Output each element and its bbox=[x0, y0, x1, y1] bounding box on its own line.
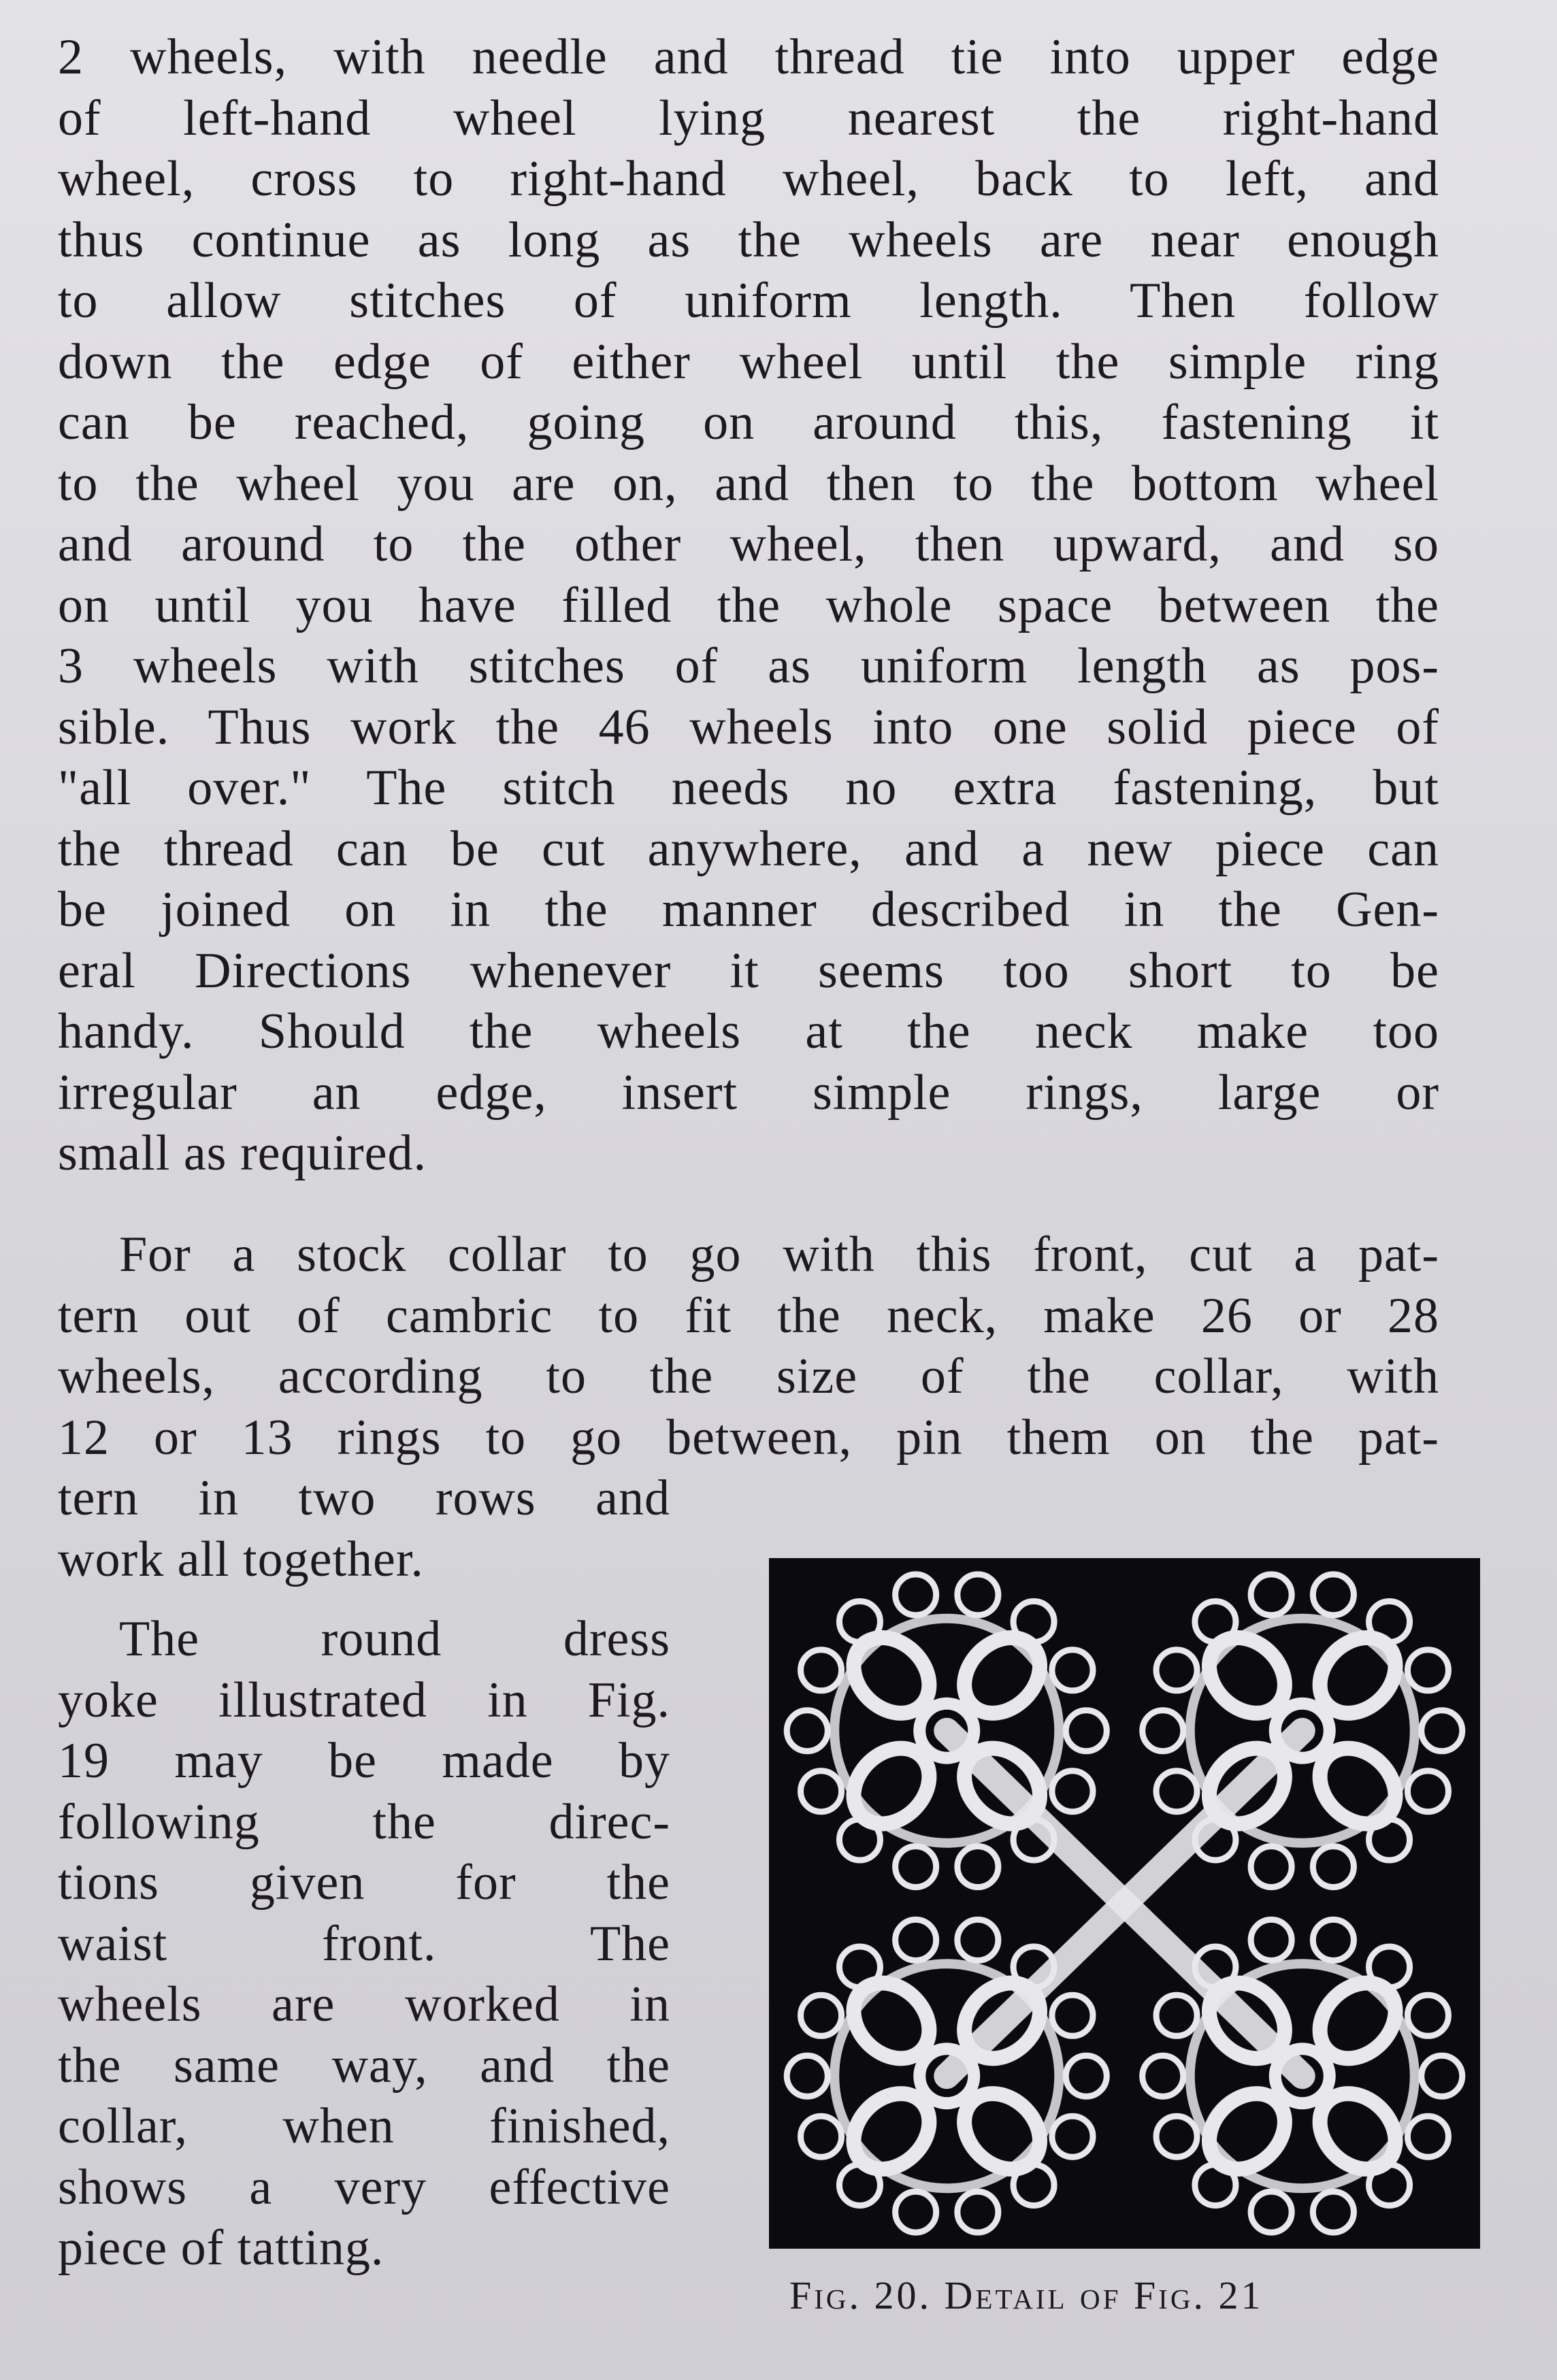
text-line: the same way, and the bbox=[58, 2037, 670, 2094]
text-line: For a stock collar to go with this front, cut a pat- bbox=[119, 1227, 1439, 1283]
lace-picot bbox=[1251, 1919, 1292, 1960]
lace-picot bbox=[1313, 2192, 1354, 2232]
lace-picot bbox=[1052, 2116, 1093, 2157]
lace-picot bbox=[1066, 2055, 1107, 2096]
text-line: yoke illustrated in Fig. bbox=[58, 1672, 670, 1728]
lace-picot bbox=[787, 1710, 827, 1751]
text-line: shows a very effective bbox=[58, 2159, 670, 2215]
lace-picot bbox=[1422, 1710, 1462, 1751]
lace-picot bbox=[1052, 1771, 1093, 1812]
lace-picot bbox=[1066, 1710, 1107, 1751]
text-line: down the edge of either wheel until the simple ring bbox=[58, 333, 1439, 390]
text-line: wheels are worked in bbox=[58, 1977, 670, 2032]
lace-picot bbox=[1251, 1847, 1292, 1887]
text-line: tern out of cambric to fit the neck, make 26 or 28 bbox=[58, 1287, 1439, 1344]
text-line: handy. Should the wheels at the neck make too bbox=[58, 1004, 1439, 1059]
lace-picot bbox=[1052, 1650, 1093, 1691]
figure-caption: Fig. 20. Detail of Fig. 21 bbox=[789, 2273, 1264, 2317]
lace-picot bbox=[1156, 1650, 1197, 1691]
lace-picot bbox=[1143, 2055, 1183, 2096]
paragraph-3 bbox=[58, 1609, 670, 2279]
lace-picot bbox=[1156, 1995, 1197, 2036]
text-line: following the direc- bbox=[58, 1794, 670, 1850]
lace-picot bbox=[1422, 2055, 1462, 2096]
text-line: thus continue as long as the wheels are near enough bbox=[58, 212, 1439, 268]
lace-picot bbox=[1407, 2116, 1448, 2157]
text-line: 3 wheels with stitches of as uniform length as pos- bbox=[58, 638, 1439, 694]
lace-picot bbox=[1407, 1650, 1448, 1691]
lace-picot bbox=[801, 2116, 842, 2157]
lace-picot bbox=[1313, 1919, 1354, 1960]
text-line: waist front. The bbox=[58, 1915, 670, 1972]
lace-picot bbox=[1407, 1995, 1448, 2036]
text-line: small as required. bbox=[58, 1125, 427, 1181]
text-line: wheel, cross to right-hand wheel, back to left, and bbox=[58, 151, 1439, 207]
text-line: 12 or 13 rings to go between, pin them on the pat- bbox=[58, 1409, 1439, 1466]
lace-picot bbox=[1251, 2192, 1292, 2232]
text-line: piece of tatting. bbox=[58, 2220, 384, 2276]
lace-picot bbox=[896, 1574, 936, 1615]
text-line: eral Directions whenever it seems too short to be bbox=[58, 942, 1439, 999]
lace-picot bbox=[1143, 1710, 1183, 1751]
lace-picot bbox=[801, 1771, 842, 1812]
text-line: "all over." The stitch needs no extra fastening, but bbox=[58, 760, 1439, 816]
lace-picot bbox=[957, 1847, 998, 1887]
lace-picot bbox=[1407, 1771, 1448, 1812]
lace-picot bbox=[801, 1650, 842, 1691]
text-line: to the wheel you are on, and then to the bottom wheel bbox=[58, 455, 1439, 512]
text-line: tern in two rows and bbox=[58, 1470, 670, 1526]
lace-picot bbox=[957, 2192, 998, 2232]
lace-picot bbox=[896, 1847, 936, 1887]
text-line: to allow stitches of uniform length. Then follow bbox=[58, 273, 1439, 329]
lace-picot bbox=[1251, 1574, 1292, 1615]
text-line: 2 wheels, with needle and thread tie into upper edge bbox=[58, 29, 1439, 85]
lace-picot bbox=[1052, 1995, 1093, 2036]
text-line: of left-hand wheel lying nearest the right-hand bbox=[58, 90, 1439, 146]
lace-picot bbox=[1313, 1847, 1354, 1887]
tatting-lace-illustration bbox=[769, 1558, 1480, 2249]
lace-picot bbox=[1156, 1771, 1197, 1812]
paragraph-2 bbox=[58, 1225, 1439, 1590]
text-line: on until you have filled the whole space between the bbox=[58, 577, 1439, 633]
lace-picot bbox=[957, 1919, 998, 1960]
text-line: wheels, according to the size of the collar, with bbox=[58, 1349, 1439, 1404]
text-line: collar, when finished, bbox=[58, 2098, 670, 2154]
text-line: be joined on in the manner described in the Gen- bbox=[58, 882, 1439, 938]
text-line: The round dress bbox=[119, 1611, 670, 1667]
text-line: and around to the other wheel, then upward, and so bbox=[58, 516, 1439, 572]
lace-picot bbox=[787, 2055, 827, 2096]
text-line: the thread can be cut anywhere, and a new piece can bbox=[58, 821, 1439, 877]
tatting-lace-figure bbox=[769, 1558, 1480, 2249]
paragraph-1 bbox=[58, 27, 1439, 1185]
lace-picot bbox=[896, 1919, 936, 1960]
text-line: tions given for the bbox=[58, 1855, 670, 1911]
text-line: 19 may be made by bbox=[58, 1733, 670, 1789]
text-line: work all together. bbox=[58, 1531, 424, 1587]
text-line: can be reached, going on around this, fastening it bbox=[58, 395, 1439, 450]
text-line: irregular an edge, insert simple rings, large or bbox=[58, 1064, 1439, 1121]
lace-picot bbox=[1313, 1574, 1354, 1615]
text-line: sible. Thus work the 46 wheels into one solid piece of bbox=[58, 699, 1439, 755]
lace-picot bbox=[957, 1574, 998, 1615]
lace-picot bbox=[896, 2192, 936, 2232]
lace-picot bbox=[1156, 2116, 1197, 2157]
lace-picot bbox=[801, 1995, 842, 2036]
